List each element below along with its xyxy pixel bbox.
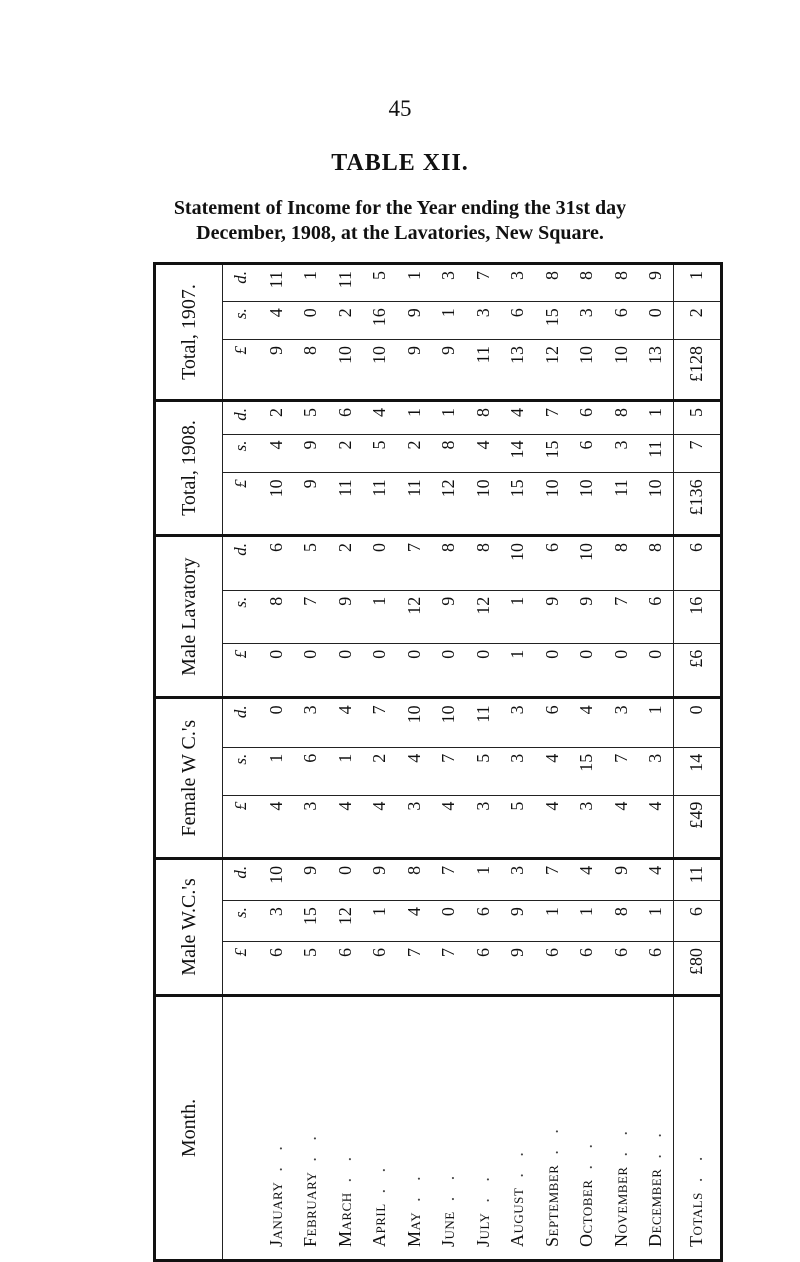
month-cell — [569, 996, 603, 1261]
cell: 1 — [569, 901, 603, 942]
cell: 7 — [431, 941, 465, 995]
cell: 9 — [431, 340, 465, 401]
total-cell: 14 — [673, 747, 721, 795]
cell: 9 — [535, 590, 569, 643]
month-label: July — [472, 1212, 493, 1247]
cell: 0 — [638, 302, 673, 340]
cell: 2 — [328, 434, 362, 473]
cell: 3 — [466, 795, 500, 858]
cell: 11 — [397, 473, 431, 536]
male-lavatory-header: Male Lavatory — [155, 535, 223, 697]
cell: 0 — [362, 535, 396, 590]
units-blank — [223, 996, 260, 1261]
month-cell — [535, 996, 569, 1261]
cell: 9 — [397, 302, 431, 340]
cell: 9 — [293, 858, 327, 900]
cell: 1 — [431, 400, 465, 434]
unit-pounds: £ — [223, 340, 260, 401]
cell: 3 — [638, 747, 673, 795]
cell: 15 — [569, 747, 603, 795]
totals-label: Totals — [686, 1192, 707, 1247]
cell: 9 — [397, 340, 431, 401]
cell: 0 — [431, 643, 465, 698]
leader-dots: . . — [300, 1130, 321, 1162]
month-cell — [362, 996, 396, 1261]
leader-dots: . . — [610, 1124, 631, 1157]
unit-shillings: s. — [223, 302, 260, 340]
cell: 4 — [397, 901, 431, 942]
cell: 8 — [397, 858, 431, 900]
cell: 1 — [397, 400, 431, 434]
unit-pence: d. — [223, 698, 260, 747]
cell: 7 — [397, 941, 431, 995]
cell: 0 — [259, 643, 293, 698]
cell: 7 — [604, 590, 638, 643]
table-subtitle: Statement of Income for the Year ending the 31st day — [173, 197, 627, 219]
female-wc-header: Female W C.'s — [155, 698, 223, 859]
cell: 10 — [259, 858, 293, 900]
unit-pence: d. — [223, 400, 260, 434]
unit-pounds: £ — [223, 473, 260, 536]
leader-dots: . . — [686, 1150, 707, 1183]
total-cell: 1 — [673, 264, 721, 302]
cell: 3 — [293, 795, 327, 858]
cell: 6 — [569, 941, 603, 995]
cell: 6 — [362, 941, 396, 995]
cell: 4 — [259, 434, 293, 473]
cell: 1 — [638, 901, 673, 942]
cell: 9 — [500, 901, 534, 942]
table-heading: TABLE XII. — [331, 150, 469, 176]
cell: 8 — [431, 535, 465, 590]
cell: 3 — [569, 795, 603, 858]
cell: 5 — [293, 535, 327, 590]
month-header: Month. — [155, 996, 223, 1261]
cell: 15 — [500, 473, 534, 536]
month-cell — [466, 996, 500, 1261]
cell: 6 — [259, 535, 293, 590]
cell: 1 — [328, 747, 362, 795]
cell: 9 — [431, 590, 465, 643]
income-table — [153, 262, 723, 1262]
cell: 7 — [293, 590, 327, 643]
unit-pence: d. — [223, 858, 260, 900]
leader-dots: . . — [403, 1170, 424, 1202]
totals-row — [673, 264, 721, 1261]
rotated-table-frame — [153, 262, 723, 1262]
table-row — [466, 264, 500, 1261]
unit-shillings: s. — [223, 747, 260, 795]
cell: 5 — [362, 434, 396, 473]
month-cell — [328, 996, 362, 1261]
cell: 8 — [638, 535, 673, 590]
cell: 3 — [431, 264, 465, 302]
cell: 6 — [466, 941, 500, 995]
total-1907-header: Total, 1907. — [155, 264, 223, 401]
cell: 8 — [293, 340, 327, 401]
cell: 4 — [397, 747, 431, 795]
cell: 6 — [328, 400, 362, 434]
leader-dots: . . — [334, 1150, 355, 1183]
cell: 0 — [328, 858, 362, 900]
cell: 4 — [328, 795, 362, 858]
cell: 6 — [500, 302, 534, 340]
month-cell — [500, 996, 534, 1261]
cell: 3 — [500, 747, 534, 795]
cell: 6 — [535, 535, 569, 590]
cell: 0 — [431, 901, 465, 942]
cell: 4 — [638, 795, 673, 858]
cell: 6 — [604, 302, 638, 340]
cell: 7 — [362, 698, 396, 747]
cell: 11 — [362, 473, 396, 536]
table-row — [569, 264, 603, 1261]
leader-dots: . . — [369, 1161, 390, 1194]
month-label: September — [541, 1164, 562, 1247]
cell: 0 — [604, 643, 638, 698]
unit-shillings: s. — [223, 590, 260, 643]
unit-pence: d. — [223, 535, 260, 590]
cell: 7 — [535, 858, 569, 900]
cell: 2 — [328, 535, 362, 590]
cell: 10 — [431, 698, 465, 747]
month-label: January — [265, 1181, 286, 1247]
cell: 7 — [431, 747, 465, 795]
cell: 0 — [638, 643, 673, 698]
table-body — [259, 264, 722, 1261]
total-cell: £80 — [673, 941, 721, 995]
table-row — [293, 264, 327, 1261]
cell: 9 — [500, 941, 534, 995]
cell: 11 — [466, 340, 500, 401]
cell: 3 — [397, 795, 431, 858]
total-cell: £6 — [673, 643, 721, 698]
cell: 1 — [362, 901, 396, 942]
month-cell — [259, 996, 293, 1261]
cell: 3 — [293, 698, 327, 747]
cell: 4 — [535, 795, 569, 858]
total-cell: 16 — [673, 590, 721, 643]
cell: 9 — [362, 858, 396, 900]
cell: 8 — [604, 264, 638, 302]
cell: 0 — [397, 643, 431, 698]
rotated-table — [153, 262, 723, 1262]
total-1908-header: Total, 1908. — [155, 400, 223, 535]
month-label: December — [645, 1168, 666, 1247]
cell: 10 — [397, 698, 431, 747]
cell: 15 — [293, 901, 327, 942]
units-row — [223, 264, 260, 1261]
cell: 10 — [466, 473, 500, 536]
cell: 7 — [604, 747, 638, 795]
total-cell: £128 — [673, 340, 721, 401]
cell: 6 — [638, 941, 673, 995]
table-row — [259, 264, 293, 1261]
cell: 11 — [604, 473, 638, 536]
cell: 0 — [466, 643, 500, 698]
cell: 6 — [535, 698, 569, 747]
cell: 2 — [397, 434, 431, 473]
unit-pounds: £ — [223, 643, 260, 698]
cell: 0 — [362, 643, 396, 698]
cell: 10 — [638, 473, 673, 536]
cell: 0 — [535, 643, 569, 698]
month-cell — [293, 996, 327, 1261]
cell: 13 — [500, 340, 534, 401]
cell: 15 — [535, 434, 569, 473]
cell: 4 — [431, 795, 465, 858]
cell: 4 — [362, 795, 396, 858]
cell: 9 — [293, 434, 327, 473]
cell: 3 — [259, 901, 293, 942]
cell: 3 — [500, 698, 534, 747]
cell: 5 — [466, 747, 500, 795]
cell: 3 — [604, 698, 638, 747]
cell: 12 — [535, 340, 569, 401]
total-cell: 7 — [673, 434, 721, 473]
cell: 12 — [466, 590, 500, 643]
cell: 12 — [328, 901, 362, 942]
cell: 1 — [466, 858, 500, 900]
cell: 9 — [569, 590, 603, 643]
table-row — [638, 264, 673, 1261]
total-cell: 0 — [673, 698, 721, 747]
cell: 9 — [328, 590, 362, 643]
leader-dots: . . — [265, 1140, 286, 1172]
cell: 7 — [431, 858, 465, 900]
cell: 4 — [638, 858, 673, 900]
table-row — [500, 264, 534, 1261]
cell: 8 — [466, 535, 500, 590]
cell: 11 — [259, 264, 293, 302]
cell: 11 — [328, 473, 362, 536]
cell: 4 — [500, 400, 534, 434]
unit-shillings: s. — [223, 901, 260, 942]
cell: 4 — [259, 795, 293, 858]
leader-dots: . . — [541, 1123, 562, 1155]
cell: 1 — [638, 698, 673, 747]
male-wc-header: Male W.C.'s — [155, 858, 223, 995]
cell: 6 — [328, 941, 362, 995]
cell: 8 — [604, 901, 638, 942]
cell: 7 — [466, 264, 500, 302]
cell: 12 — [397, 590, 431, 643]
cell: 3 — [569, 302, 603, 340]
month-label: November — [610, 1166, 631, 1247]
cell: 15 — [535, 302, 569, 340]
month-label: May — [403, 1211, 424, 1247]
cell: 1 — [362, 590, 396, 643]
total-cell: 11 — [673, 858, 721, 900]
page-number: 45 — [388, 96, 412, 121]
cell: 8 — [466, 400, 500, 434]
cell: 0 — [293, 643, 327, 698]
cell: 13 — [638, 340, 673, 401]
cell: 4 — [535, 747, 569, 795]
cell: 9 — [293, 473, 327, 536]
cell: 6 — [569, 400, 603, 434]
cell: 3 — [604, 434, 638, 473]
cell: 10 — [328, 340, 362, 401]
cell: 1 — [397, 264, 431, 302]
cell: 2 — [328, 302, 362, 340]
month-cell — [397, 996, 431, 1261]
table-subtitle-line2: December, 1908, at the Lavatories, New Square. — [196, 222, 604, 244]
cell: 4 — [569, 858, 603, 900]
cell: 1 — [638, 400, 673, 434]
cell: 4 — [328, 698, 362, 747]
column-header-row — [155, 264, 223, 1261]
cell: 12 — [431, 473, 465, 536]
cell: 4 — [604, 795, 638, 858]
cell: 6 — [535, 941, 569, 995]
cell: 6 — [604, 941, 638, 995]
month-cell — [431, 996, 465, 1261]
month-label: June — [438, 1211, 459, 1247]
unit-pounds: £ — [223, 795, 260, 858]
unit-shillings: s. — [223, 434, 260, 473]
cell: 0 — [259, 698, 293, 747]
month-cell — [604, 996, 638, 1261]
cell: 1 — [500, 643, 534, 698]
month-label: August — [507, 1187, 528, 1247]
table-row — [328, 264, 362, 1261]
cell: 3 — [500, 858, 534, 900]
cell: 1 — [259, 747, 293, 795]
total-cell: £49 — [673, 795, 721, 858]
cell: 10 — [569, 473, 603, 536]
cell: 0 — [328, 643, 362, 698]
cell: 2 — [259, 400, 293, 434]
month-label: April — [369, 1203, 390, 1247]
cell: 5 — [293, 400, 327, 434]
cell: 8 — [604, 535, 638, 590]
cell: 8 — [535, 264, 569, 302]
unit-pounds: £ — [223, 941, 260, 995]
cell: 1 — [535, 901, 569, 942]
total-cell: 5 — [673, 400, 721, 434]
cell: 1 — [500, 590, 534, 643]
cell: 8 — [259, 590, 293, 643]
month-cell — [638, 996, 673, 1261]
cell: 6 — [569, 434, 603, 473]
cell: 6 — [293, 747, 327, 795]
totals-label-cell — [673, 996, 721, 1261]
cell: 6 — [466, 901, 500, 942]
cell: 10 — [569, 340, 603, 401]
unit-pence: d. — [223, 264, 260, 302]
total-cell: £136 — [673, 473, 721, 536]
cell: 16 — [362, 302, 396, 340]
cell: 0 — [569, 643, 603, 698]
leader-dots: . . — [507, 1146, 528, 1178]
cell: 8 — [431, 434, 465, 473]
cell: 6 — [638, 590, 673, 643]
table-row — [397, 264, 431, 1261]
month-label: February — [300, 1171, 321, 1247]
table-row — [431, 264, 465, 1261]
cell: 11 — [466, 698, 500, 747]
cell: 3 — [500, 264, 534, 302]
cell: 10 — [500, 535, 534, 590]
cell: 2 — [362, 747, 396, 795]
cell: 10 — [604, 340, 638, 401]
cell: 10 — [259, 473, 293, 536]
cell: 8 — [569, 264, 603, 302]
cell: 10 — [535, 473, 569, 536]
cell: 8 — [604, 400, 638, 434]
total-cell: 6 — [673, 535, 721, 590]
cell: 4 — [362, 400, 396, 434]
cell: 4 — [259, 302, 293, 340]
cell: 14 — [500, 434, 534, 473]
table-row — [535, 264, 569, 1261]
cell: 6 — [259, 941, 293, 995]
leader-dots: . . — [438, 1169, 459, 1202]
cell: 1 — [431, 302, 465, 340]
cell: 4 — [466, 434, 500, 473]
cell: 7 — [535, 400, 569, 434]
cell: 5 — [362, 264, 396, 302]
leader-dots: . . — [645, 1127, 666, 1159]
cell: 5 — [500, 795, 534, 858]
month-label: October — [576, 1179, 597, 1247]
cell: 9 — [638, 264, 673, 302]
cell: 3 — [466, 302, 500, 340]
cell: 9 — [604, 858, 638, 900]
total-cell: 2 — [673, 302, 721, 340]
cell: 4 — [569, 698, 603, 747]
leader-dots: . . — [472, 1171, 493, 1203]
cell: 11 — [638, 434, 673, 473]
cell: 9 — [259, 340, 293, 401]
cell: 0 — [293, 302, 327, 340]
cell: 1 — [293, 264, 327, 302]
cell: 5 — [293, 941, 327, 995]
cell: 7 — [397, 535, 431, 590]
table-row — [362, 264, 396, 1261]
month-label: March — [334, 1192, 355, 1247]
total-cell: 6 — [673, 901, 721, 942]
table-row — [604, 264, 638, 1261]
cell: 10 — [569, 535, 603, 590]
cell: 10 — [362, 340, 396, 401]
cell: 11 — [328, 264, 362, 302]
leader-dots: . . — [576, 1137, 597, 1170]
